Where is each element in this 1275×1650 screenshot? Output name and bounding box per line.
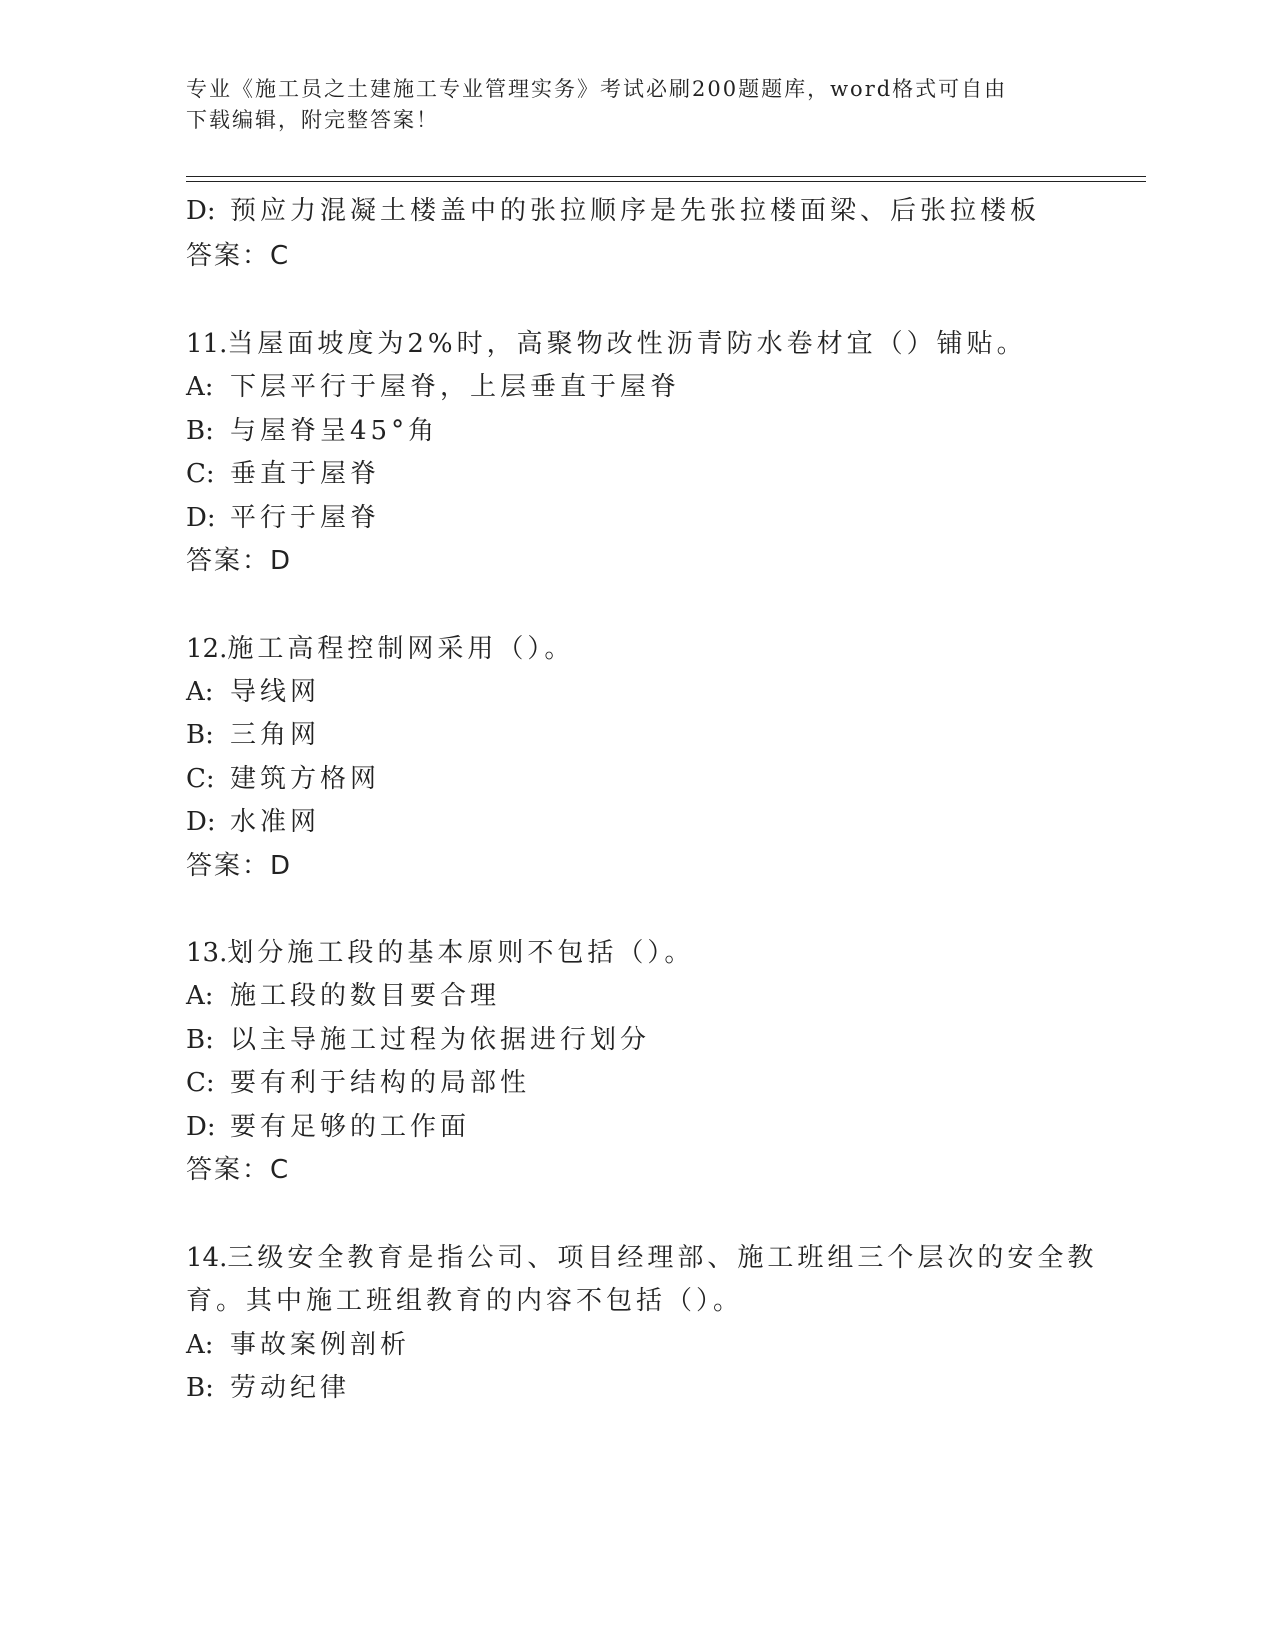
- answer-line: 答案：C: [186, 1155, 291, 1185]
- option-line: [186, 1024, 650, 1056]
- option-line: [186, 371, 680, 403]
- option-key: D:: [186, 196, 216, 226]
- option-key: D:: [186, 503, 216, 533]
- question-line: [186, 937, 694, 969]
- question-number: 11.: [186, 329, 228, 359]
- question-number: 13.: [186, 938, 228, 968]
- header-divider-top: [186, 176, 1146, 177]
- option-key: A:: [186, 677, 214, 707]
- question-number: 12.: [186, 634, 228, 664]
- option-line: [186, 763, 380, 795]
- option-key: B:: [186, 416, 214, 446]
- question-text: 当屋面坡度为2%时，高聚物改性沥青防水卷材宜（）铺贴。: [227, 329, 1027, 359]
- option-text: 以主导施工过程为依据进行划分: [230, 1025, 651, 1055]
- option-line: [186, 1329, 410, 1361]
- question-line: [186, 1242, 1097, 1274]
- question-text: 划分施工段的基本原则不包括（）。: [227, 938, 695, 968]
- question-continuation: 育。其中施工班组教育的内容不包括（）。: [186, 1286, 744, 1316]
- option-text: 下层平行于屋脊，上层垂直于屋脊: [230, 372, 681, 402]
- option-text: 施工段的数目要合理: [230, 981, 501, 1011]
- option-key: B:: [186, 1373, 214, 1403]
- option-text: 垂直于屋脊: [230, 459, 381, 489]
- option-line: [186, 806, 320, 838]
- option-key: C:: [186, 764, 215, 794]
- option-line: [186, 1372, 350, 1404]
- option-key: A:: [186, 1330, 214, 1360]
- option-text: 与屋脊呈45°角: [230, 416, 439, 446]
- answer-line: 答案：D: [186, 546, 293, 576]
- option-text: 事故案例剖析: [230, 1330, 411, 1360]
- option-text: 劳动纪律: [230, 1373, 351, 1403]
- option-line: [186, 1111, 470, 1143]
- option-line: [186, 719, 320, 751]
- option-line: [186, 980, 500, 1012]
- question-line: [186, 328, 1027, 360]
- option-text: 水准网: [230, 807, 321, 837]
- header-line-2: 下载编辑，附完整答案！: [186, 108, 439, 132]
- document-header: [186, 74, 1086, 136]
- header-line-1: 专业《施工员之土建施工专业管理实务》考试必刷200题题库，word格式可自由: [186, 77, 1008, 101]
- option-key: D:: [186, 807, 216, 837]
- option-key: D:: [186, 1112, 216, 1142]
- question-line: [186, 633, 574, 665]
- option-text: 预应力混凝土楼盖中的张拉顺序是先张拉楼面梁、后张拉楼板: [230, 196, 1041, 226]
- question-text: 施工高程控制网采用（）。: [227, 634, 575, 664]
- answer-line: 答案：C: [186, 241, 291, 271]
- option-text: 要有利于结构的局部性: [230, 1068, 531, 1098]
- option-text: 导线网: [230, 677, 321, 707]
- option-text: 要有足够的工作面: [230, 1112, 471, 1142]
- question-number: 14.: [186, 1243, 228, 1273]
- option-key: C:: [186, 459, 215, 489]
- option-line: [186, 458, 380, 490]
- option-text: 建筑方格网: [230, 764, 381, 794]
- option-key: A:: [186, 981, 214, 1011]
- question-text: 三级安全教育是指公司、项目经理部、施工班组三个层次的安全教: [227, 1243, 1098, 1273]
- option-line: [186, 415, 438, 447]
- option-key: A:: [186, 372, 214, 402]
- header-divider-bottom: [186, 181, 1146, 182]
- option-text: 平行于屋脊: [230, 503, 381, 533]
- option-key: B:: [186, 720, 214, 750]
- option-line: [186, 676, 320, 708]
- option-line: [186, 1067, 530, 1099]
- option-key: C:: [186, 1068, 215, 1098]
- answer-line: 答案：D: [186, 851, 293, 881]
- option-line: [186, 502, 380, 534]
- option-text: 三角网: [230, 720, 321, 750]
- option-line: [186, 195, 1040, 227]
- option-key: B:: [186, 1025, 214, 1055]
